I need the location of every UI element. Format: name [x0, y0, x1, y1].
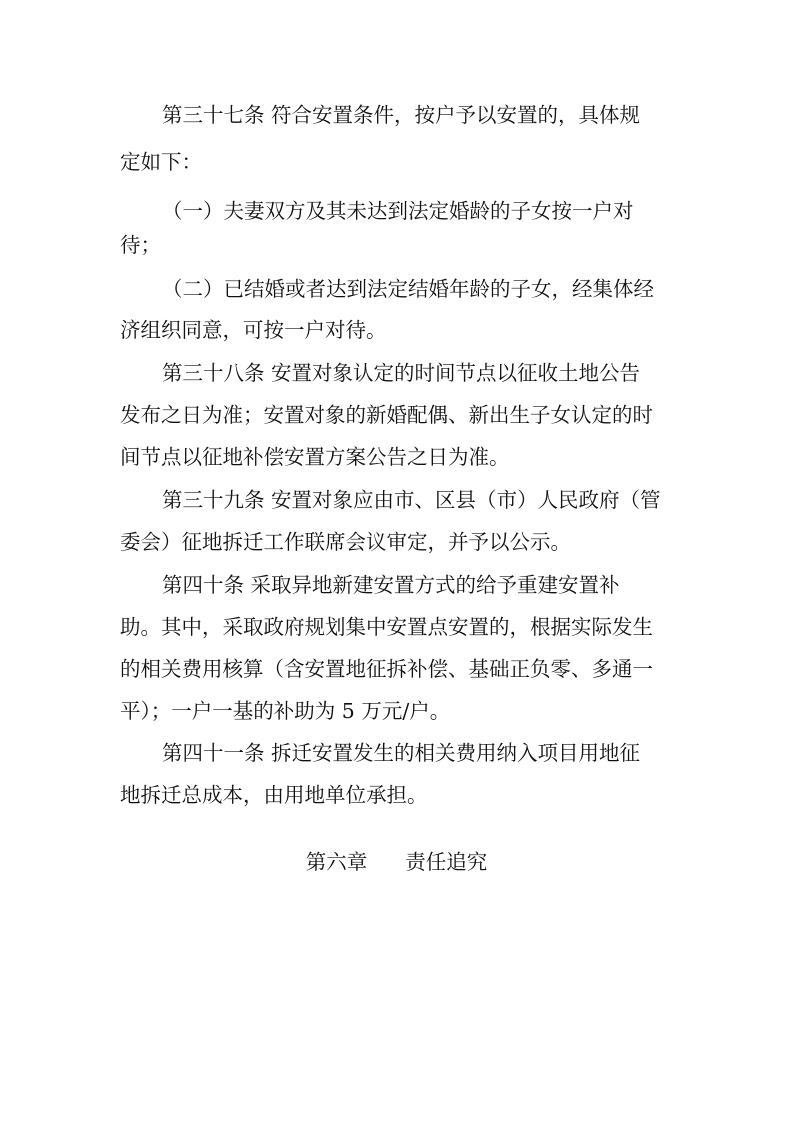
article-38-line-1: 第三十八条 安置对象认定的时间节点以征收土地公告 [162, 361, 641, 385]
article-37-item-1-line-2: 待； [120, 233, 161, 257]
article-40-line-4: 平）；一户一基的补助为 5 万元/户。 [120, 699, 451, 723]
article-37-item-2-line-2: 济组织同意，可按一户对待。 [120, 318, 387, 342]
article-38-line-2: 发布之日为准；安置对象的新婚配偶、新出生子女认定的时 [120, 403, 653, 427]
article-40-line-1: 第四十条 采取异地新建安置方式的给予重建安置补 [162, 573, 620, 597]
article-41-line-2: 地拆迁总成本，由用地单位承担。 [120, 783, 428, 807]
article-37-item-1-line-1: （一）夫妻双方及其未达到法定婚龄的子女按一户对 [162, 199, 634, 223]
article-37-line-1: 第三十七条 符合安置条件，按户予以安置的，具体规 [162, 103, 641, 127]
article-37-item-2-line-1: （二）已结婚或者达到法定结婚年龄的子女，经集体经 [162, 277, 654, 301]
article-40-line-2: 助。其中，采取政府规划集中安置点安置的，根据实际发生 [120, 615, 653, 639]
article-39-line-2: 委会）征地拆迁工作联席会议审定，并予以公示。 [120, 530, 571, 554]
article-37-line-2: 定如下： [120, 150, 202, 174]
article-38-line-3: 间节点以征地补偿安置方案公告之日为准。 [120, 445, 510, 469]
chapter-title: 责任追究 [405, 850, 488, 874]
article-41-line-1: 第四十一条 拆迁安置发生的相关费用纳入项目用地征 [162, 741, 641, 765]
article-39-line-1: 第三十九条 安置对象应由市、区县（市）人民政府（管 [162, 488, 661, 512]
chapter-heading [0, 848, 793, 876]
chapter-number: 第六章 [305, 850, 368, 874]
article-40-line-3: 的相关费用核算（含安置地征拆补偿、基础正负零、多通一 [120, 657, 653, 681]
